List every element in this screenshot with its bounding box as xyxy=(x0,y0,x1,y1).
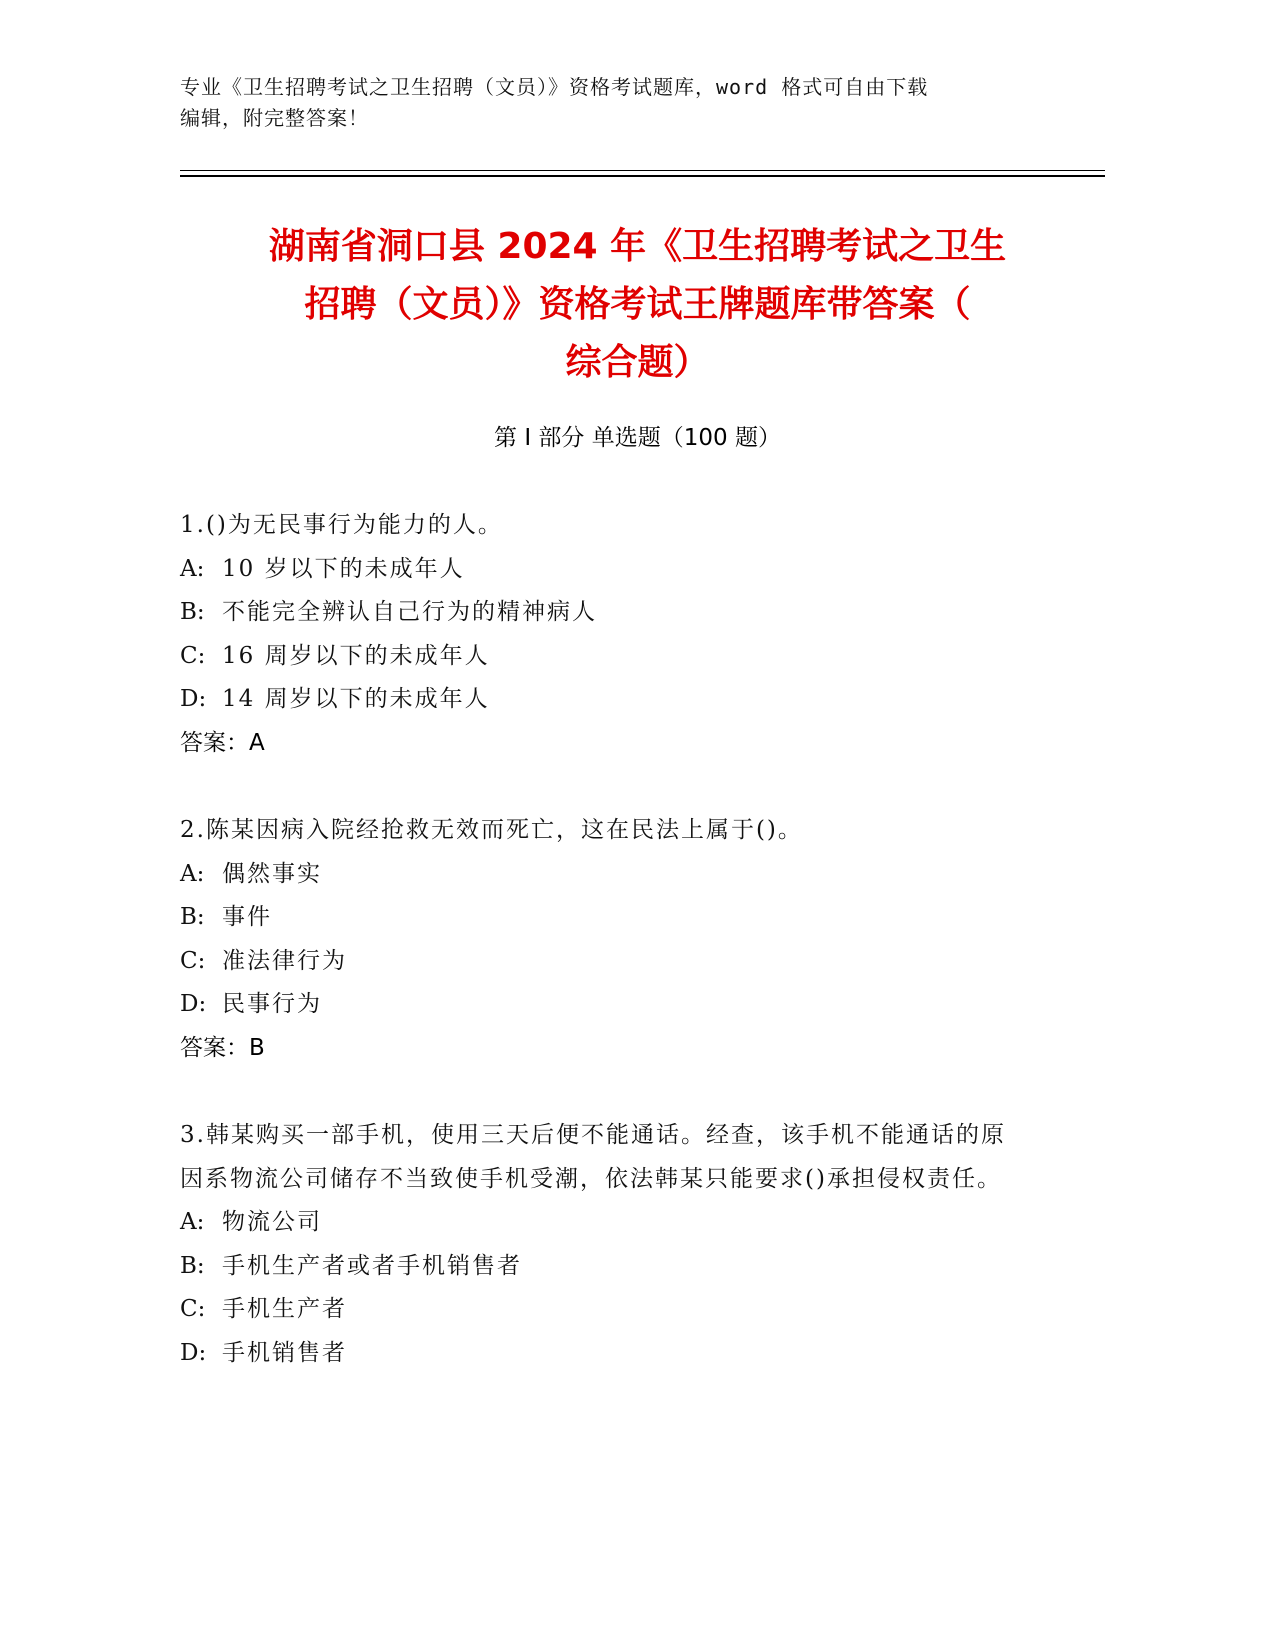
answer-line: 答案：A xyxy=(180,729,265,756)
title-line-1: 湖南省洞口县 2024 年《卫生招聘考试之卫生 xyxy=(268,226,1007,267)
document-header-note xyxy=(180,72,1040,134)
option-text: 10 岁以下的未成年人 xyxy=(222,555,465,582)
option-b xyxy=(180,1245,1020,1289)
header-divider-thick xyxy=(180,175,1105,177)
option-text: 事件 xyxy=(222,904,272,930)
option-text: 手机销售者 xyxy=(222,1339,347,1366)
question-stem: 3.韩某购买一部手机，使用三天后便不能通话。经查，该手机不能通话的原因系物流公司储存不当致使手机受潮，依法韩某只能要求()承担侵权责任。 xyxy=(180,1122,1006,1192)
option-b xyxy=(180,591,1020,635)
option-a xyxy=(180,1201,1020,1245)
option-a xyxy=(180,853,1020,897)
option-key: D: xyxy=(180,1339,207,1366)
header-note-line-1: 专业《卫生招聘考试之卫生招聘（文员）》资格考试题库，word 格式可自由下载 xyxy=(180,75,929,99)
option-text: 不能完全辨认自己行为的精神病人 xyxy=(222,599,597,625)
question-stem: 2.陈某因病入院经抢救无效而死亡，这在民法上属于()。 xyxy=(180,817,803,843)
option-text: 偶然事实 xyxy=(222,860,322,887)
option-text: 手机生产者或者手机销售者 xyxy=(222,1252,522,1279)
option-key: D: xyxy=(180,686,207,712)
option-b xyxy=(180,896,1020,940)
option-c xyxy=(180,940,1020,984)
option-key: C: xyxy=(180,1296,206,1322)
option-key: A: xyxy=(180,860,205,887)
option-key: B: xyxy=(180,599,205,625)
option-d xyxy=(180,678,1020,722)
option-key: A: xyxy=(180,555,205,582)
option-c xyxy=(180,635,1020,679)
option-d xyxy=(180,1332,1020,1376)
header-note-line-2: 编辑，附完整答案！ xyxy=(180,106,369,130)
question-list xyxy=(180,504,1020,1419)
header-divider-thin xyxy=(180,170,1105,171)
title-line-3: 综合题） xyxy=(565,342,710,383)
option-key: C: xyxy=(180,947,206,974)
question-item xyxy=(180,809,1020,1070)
option-key: B: xyxy=(180,1252,205,1279)
option-key: C: xyxy=(180,642,206,669)
option-key: D: xyxy=(180,991,207,1017)
option-text: 准法律行为 xyxy=(222,947,347,974)
option-text: 16 周岁以下的未成年人 xyxy=(222,642,490,669)
option-text: 物流公司 xyxy=(222,1209,322,1235)
option-key: A: xyxy=(180,1209,205,1235)
question-item xyxy=(180,504,1020,765)
answer-line: 答案：B xyxy=(180,1034,265,1061)
question-item xyxy=(180,1114,1020,1375)
option-text: 民事行为 xyxy=(222,991,322,1017)
option-d xyxy=(180,983,1020,1027)
option-c xyxy=(180,1288,1020,1332)
document-title xyxy=(150,218,1125,392)
option-a xyxy=(180,548,1020,592)
question-stem: 1.()为无民事行为能力的人。 xyxy=(180,512,503,538)
option-key: B: xyxy=(180,904,205,930)
title-line-2: 招聘（文员）》资格考试王牌题库带答案（ xyxy=(304,284,971,325)
section-heading: 第 I 部分 单选题（100 题） xyxy=(494,425,781,451)
option-text: 14 周岁以下的未成年人 xyxy=(222,686,490,712)
option-text: 手机生产者 xyxy=(222,1296,347,1322)
